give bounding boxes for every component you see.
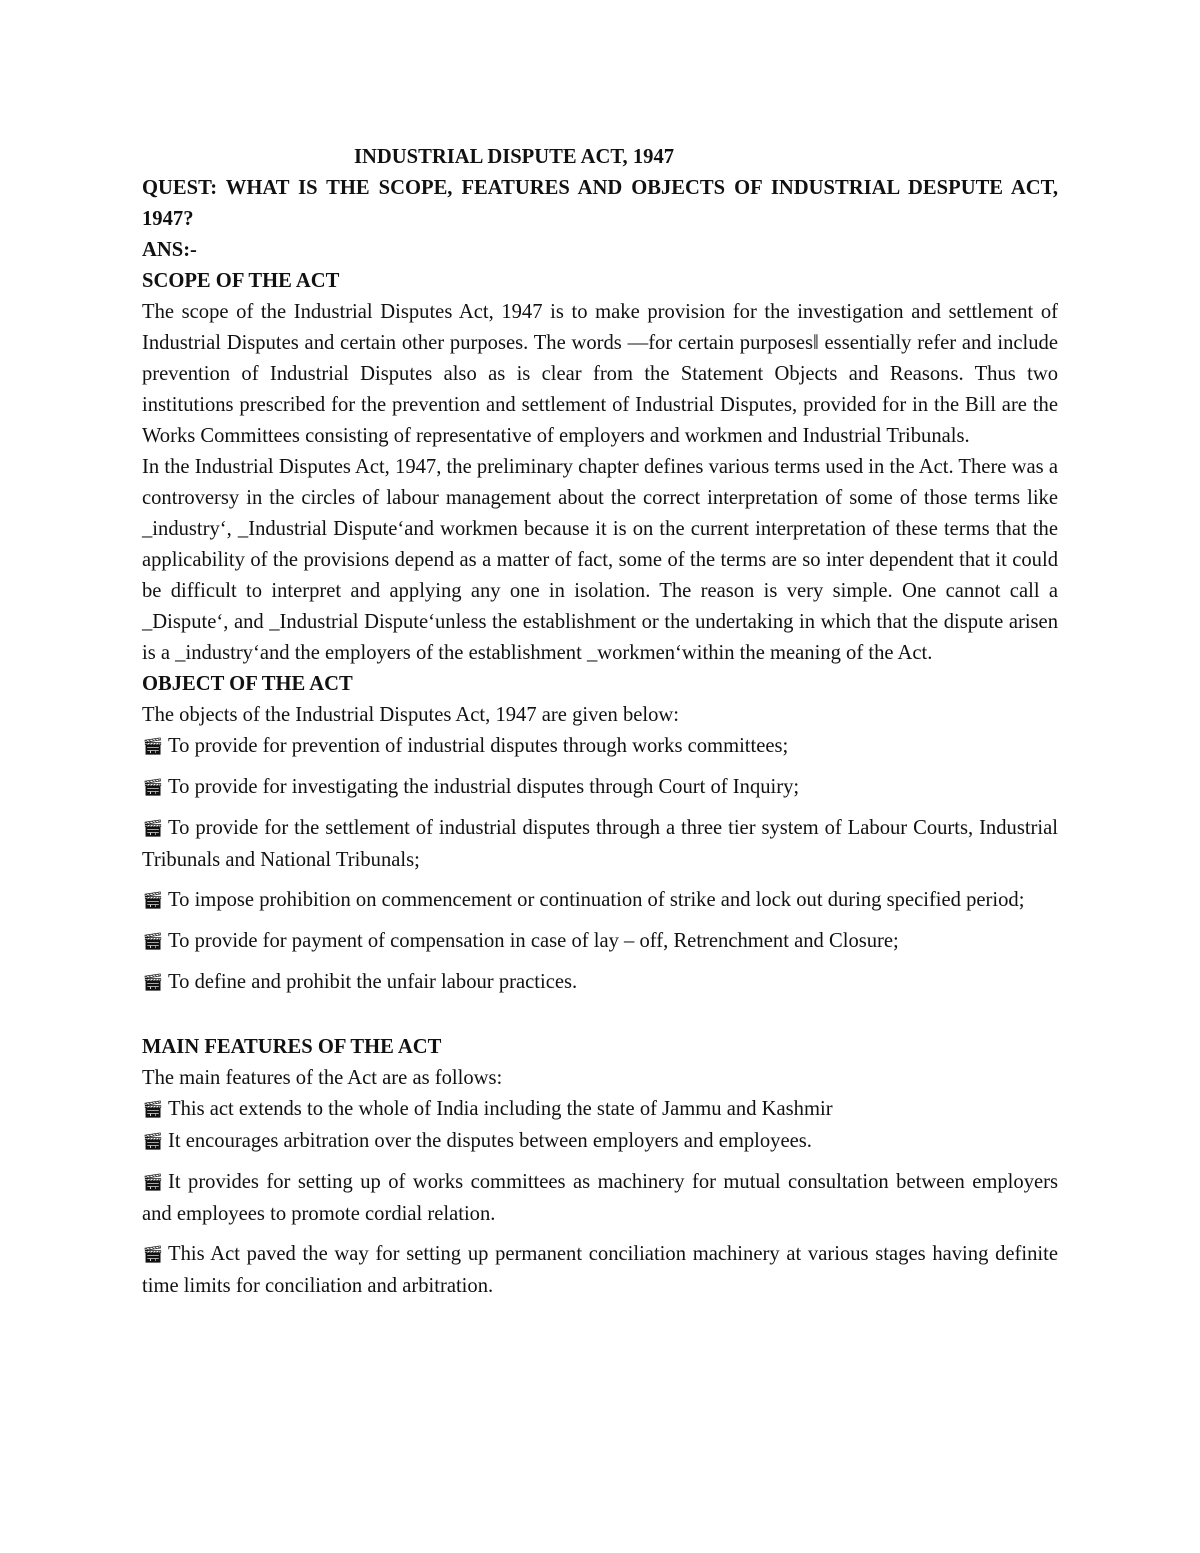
list-item — [142, 1239, 1058, 1302]
features-item-text: It encourages arbitration over the disputes between employers and employees. — [168, 1130, 812, 1152]
features-list — [142, 1094, 1058, 1302]
clapperboard-icon: 🎬︎ — [142, 778, 164, 798]
clapperboard-icon: 🎬︎ — [142, 1100, 164, 1120]
list-item — [142, 772, 1058, 804]
objects-intro: The objects of the Industrial Disputes Act, 1947 are given below: — [142, 704, 680, 726]
objects-item-text: To provide for investigating the industrial disputes through Court of Inquiry; — [168, 776, 800, 798]
clapperboard-icon: 🎬︎ — [142, 891, 164, 911]
list-item — [142, 926, 1058, 958]
features-item-text: This Act paved the way for setting up permanent conciliation machinery at various stages having definite time limits for conciliation and arbitration. — [142, 1243, 1058, 1297]
scope-heading: SCOPE OF THE ACT — [142, 270, 340, 292]
objects-item-text: To provide for payment of compensation in case of lay – off, Retrenchment and Closure; — [168, 930, 899, 952]
list-item — [142, 731, 1058, 763]
features-item-text: It provides for setting up of works committees as machinery for mutual consultation between employers and employees to promote cordial relation. — [142, 1171, 1058, 1225]
list-item — [142, 1167, 1058, 1230]
document-body — [142, 142, 1058, 1302]
objects-item-text: To provide for the settlement of industrial disputes through a three tier system of Labour Courts, Industrial Tribunals and National Tribunals; — [142, 817, 1058, 871]
list-item — [142, 1094, 1058, 1126]
clapperboard-icon: 🎬︎ — [142, 973, 164, 993]
clapperboard-icon: 🎬︎ — [142, 737, 164, 757]
clapperboard-icon: 🎬︎ — [142, 932, 164, 952]
clapperboard-icon: 🎬︎ — [142, 819, 164, 839]
list-item — [142, 813, 1058, 876]
list-item — [142, 1126, 1058, 1158]
objects-item-text: To define and prohibit the unfair labour practices. — [168, 971, 578, 993]
objects-list — [142, 731, 1058, 999]
objects-item-text: To impose prohibition on commencement or continuation of strike and lock out during specified period; — [168, 889, 1025, 911]
scope-paragraph-1: The scope of the Industrial Disputes Act, 1947 is to make provision for the investigation and settlement of Industrial Disputes and certain other purposes. The words —for certain purposes‖ essentially refer and include prevention of Industrial Disputes also as is clear from the Statement Objects and Reasons. Thus two institutions prescribed for the prevention and settlement of Industrial Disputes, provided for in the Bill are the Works Committees consisting of representative of employers and workmen and Industrial Tribunals. — [142, 301, 1058, 447]
features-item-text: This act extends to the whole of India including the state of Jammu and Kashmir — [168, 1098, 833, 1120]
list-item — [142, 885, 1058, 917]
clapperboard-icon: 🎬︎ — [142, 1132, 164, 1152]
features-intro: The main features of the Act are as follows: — [142, 1067, 503, 1089]
clapperboard-icon: 🎬︎ — [142, 1173, 164, 1193]
answer-label: ANS:- — [142, 239, 197, 261]
objects-item-text: To provide for prevention of industrial disputes through works committees; — [168, 735, 789, 757]
question-text: QUEST: WHAT IS THE SCOPE, FEATURES AND OBJECTS OF INDUSTRIAL DESPUTE ACT, 1947? — [142, 177, 1058, 230]
list-item — [142, 967, 1058, 999]
scope-paragraph-2: In the Industrial Disputes Act, 1947, the preliminary chapter defines various terms used in the Act. There was a controversy in the circles of labour management about the correct interpretation of some of those terms like _industry‘, _Industrial Dispute‘and workmen because it is on the current interpretation of these terms that the applicability of the provisions depend as a matter of fact, some of the terms are so inter dependent that it could be difficult to interpret and applying any one in isolation. The reason is very simple. One cannot call a _Dispute‘, and _Industrial Dispute‘unless the establishment or the undertaking in which that the dispute arisen is a _industry‘and the employers of the establishment _workmen‘within the meaning of the Act. — [142, 456, 1058, 664]
document-title: INDUSTRIAL DISPUTE ACT, 1947 — [354, 146, 675, 168]
clapperboard-icon: 🎬︎ — [142, 1245, 164, 1265]
section-spacer — [142, 1008, 1058, 1032]
features-heading: MAIN FEATURES OF THE ACT — [142, 1036, 442, 1058]
objects-heading: OBJECT OF THE ACT — [142, 673, 353, 695]
